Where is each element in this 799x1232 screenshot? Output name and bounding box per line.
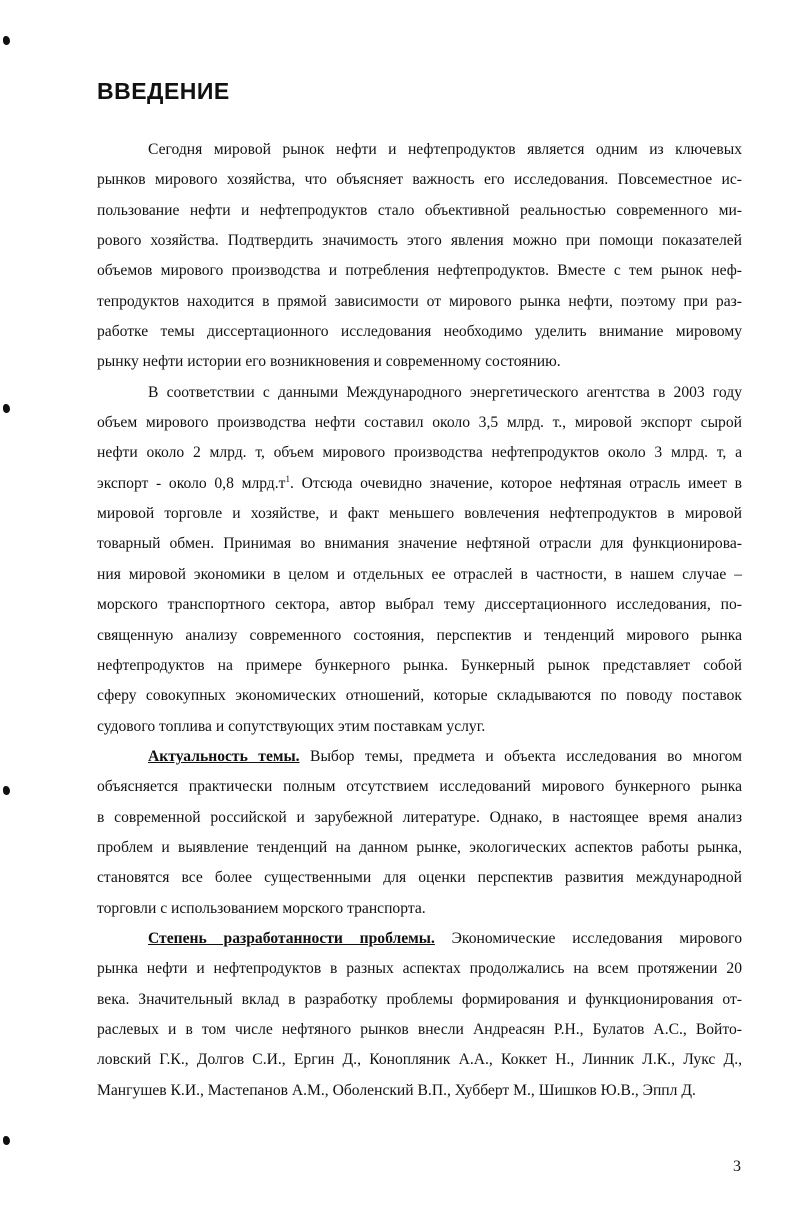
paragraph [97,139,742,382]
scan-artifact-mark [3,36,10,45]
line-text: нефти около 2 млрд. т, объем мирового производства нефтепродуктов около 3 млрд. т, а [97,444,742,462]
line-text: морского транспортного сектора, автор выбрал тему диссертационного исследования, по- [97,596,742,614]
text-line [97,321,742,351]
line-text: проблем и выявление тенденций на данном рынке, экологических аспектов работы рынка, [97,838,742,856]
text-line [97,716,742,746]
text-line [97,230,742,260]
text-line [97,382,742,412]
paragraph [97,382,742,746]
scan-artifact-mark [3,404,10,413]
text-line [97,958,742,988]
line-text: Выбор темы, предмета и объекта исследования во многом [299,747,742,765]
line-text: священную анализу современного состояния, перспектив и тенденций мирового рынка [97,626,742,644]
text-line [97,1019,742,1049]
text-line [97,291,742,321]
body-text [97,139,742,1110]
line-text: объемов мирового производства и потребления нефтепродуктов. Вместе с тем рынок неф- [97,262,742,280]
scan-artifact-mark [3,1136,10,1145]
line-text: торговли с использованием морского транспорта. [97,899,426,917]
text-line [97,685,742,715]
text-line [97,776,742,806]
line-text: Сегодня мировой рынок нефти и нефтепродуктов является одним из ключевых [148,141,742,158]
text-line [97,837,742,867]
line-text: объясняется практически полным отсутствием исследований мирового бункерного рынка [97,778,742,796]
text-line [97,1080,742,1110]
text-line [97,594,742,624]
line-text: Экономические исследования мирового [434,929,742,947]
scan-artifact-mark [3,786,10,795]
line-text: рового хозяйства. Подтвердить значимость этого явления можно при помощи показателей [97,232,742,250]
text-line [97,412,742,442]
line-text: . Отсюда очевидно значение, которое нефтяная отрасль имеет в [289,474,742,492]
paragraph-lead-heading: Актуальность темы. [148,747,300,765]
text-line [97,625,742,655]
text-line [97,867,742,897]
line-text: рынков мирового хозяйства, что объясняет важность его исследования. Повсеместное ис- [97,171,742,189]
text-line [97,442,742,472]
line-text: экспорт - около 0,8 млрд.т [97,474,286,492]
line-text: пользование нефти и нефтепродуктов стало объективной реальностью современного ми- [97,201,742,219]
paragraph [97,746,742,928]
paragraph-lead-heading: Степень разработанности проблемы. [148,929,435,947]
text-line [97,503,742,533]
text-line [97,928,742,958]
line-text: ния мировой экономики в целом и отдельных ее отраслей в частности, в нашем случае – [97,565,742,583]
text-line [97,898,742,928]
line-text: раслевых и в том числе нефтяного рынков внесли Андреасян Р.Н., Булатов А.С., Войто- [97,1020,742,1038]
line-text: тепродуктов находится в прямой зависимости от мирового рынка нефти, поэтому при раз- [97,292,742,310]
line-text: В соответствии с данными Международного энергетического агентства в 2003 году [148,383,742,401]
text-line [97,351,742,381]
text-line [97,564,742,594]
line-text: рынку нефти истории его возникновения и современному состоянию. [97,353,561,371]
line-text: в современной российской и зарубежной литературе. Однако, в настоящее время анализ [97,808,742,826]
line-text: ловский Г.К., Долгов С.И., Ергин Д., Конопляник А.А., Коккет Н., Линник Л.К., Лукс Д., [97,1051,742,1069]
paragraph [97,928,742,1110]
line-text: товарный обмен. Принимая во внимания значение нефтяной отрасли для функционирова- [97,535,742,553]
line-text: рынка нефти и нефтепродуктов в разных аспектах продолжались на всем протяжении 20 [97,960,742,978]
text-line [97,1049,742,1079]
text-line [97,746,742,776]
line-text: века. Значительный вклад в разработку проблемы формирования и функционирования от- [97,990,742,1008]
text-line [97,807,742,837]
line-text: объем мирового производства нефти составил около 3,5 млрд. т., мировой экспорт сырой [97,414,742,432]
text-line [97,473,742,503]
page-number: 3 [733,1158,741,1175]
line-text: Мангушев К.И., Мастепанов А.М., Оболенский В.П., Хубберт М., Шишков Ю.В., Эппл Д. [97,1081,696,1099]
text-line [97,200,742,230]
line-text: работке темы диссертационного исследования необходимо уделить внимание мировому [97,323,742,341]
line-text: судового топлива и сопутствующих этим поставкам услуг. [97,717,486,735]
text-line [97,169,742,199]
text-line [97,260,742,290]
footnote-marker[interactable]: 1 [285,473,290,484]
line-text: становятся все более существенными для оценки перспектив развития международной [97,869,742,887]
text-line [97,655,742,685]
text-line [97,533,742,563]
line-text: мировой торговле и хозяйстве, и факт меньшего вовлечения нефтепродуктов в мировой [97,505,742,523]
section-heading: ВВЕДЕНИЕ [97,78,230,104]
text-line [97,139,742,169]
text-line [97,989,742,1019]
line-text: сферу совокупных экономических отношений, которые складываются по поводу поставок [97,687,742,705]
line-text: нефтепродуктов на примере бункерного рынка. Бункерный рынок представляет собой [97,656,742,674]
